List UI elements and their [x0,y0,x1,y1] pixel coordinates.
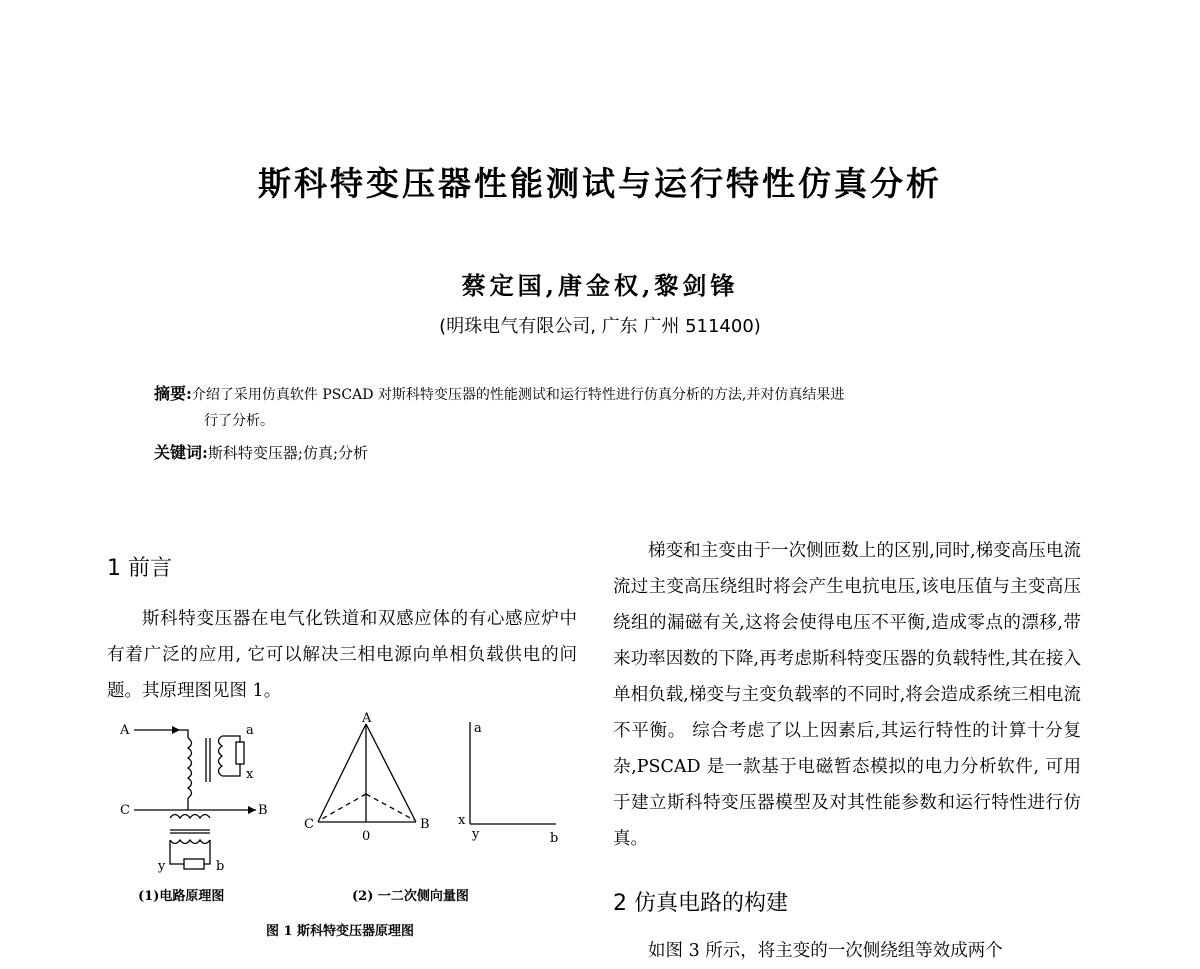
keywords-text: 斯科特变压器;仿真;分析 [207,444,369,462]
figure-panel-2-caption: (2) 一二次侧向量图 [352,889,469,904]
label-a-circuit: a [246,723,254,738]
label-B-phasor: B [420,817,430,832]
secondary-axes [470,722,556,824]
right-column-paragraph: 梯变和主变由于一次侧匝数上的区别,同时,梯变高压电流流过主变高压绕组时将会产生电抗电压,该电压值与主变高压绕组的漏磁有关,这将会使得电压不平衡,造成零点的漂移,带来功率因数的下降,再考虑斯科特变压器的负载特性,其在接入单相负载,梯变与主变负载率的不同时,将会造成系统三相电流不平衡。 综合考虑了以上因素后,其运行特性的计算十分复杂,PSCAD 是一款基于电磁暂态模拟的电力分析软件, 可用于建立斯科特变压器模型及对其性能参数和运行特性进行仿真。 [613,541,1081,849]
section-2-paragraph: 如图 3 所示，将主变的一次侧绕组等效成两个 [648,941,1003,961]
label-0-phasor: 0 [362,829,371,844]
abstract-line2: 行了分析。 [204,413,274,429]
label-b-circuit: b [216,859,225,874]
authors: 蔡定国,唐金权,黎剑锋 [461,271,739,300]
abstract-label: 摘要: [154,384,192,403]
figure-panel-1-caption: (1)电路原理图 [138,889,225,904]
label-A-circuit: A [120,723,130,738]
keywords [154,440,368,463]
label-a-axis: a [474,721,482,736]
figure-1-caption: 图 1 斯科特变压器原理图 [265,924,415,939]
section-2-heading: 2 仿真电路的构建 [613,891,788,916]
label-B-circuit: B [258,803,268,818]
label-C-phasor: C [304,817,314,832]
section-1-heading: 1 前言 [107,556,172,581]
circuit-diagram [134,730,256,869]
label-A-phasor: A [362,712,372,726]
abstract-line1: 介绍了采用仿真软件 PSCAD 对斯科特变压器的性能测试和运行特性进行仿真分析的方法,并对仿真结果进 [191,387,845,403]
label-y-circuit: y [158,859,166,874]
label-b-axis: b [550,831,559,846]
label-x-axis: x [458,813,466,828]
keywords-label: 关键词: [154,443,208,462]
paper-title: 斯科特变压器性能测试与运行特性仿真分析 [258,164,942,203]
figure-1-diagram [110,712,560,882]
label-y-axis: y [472,827,480,842]
section-1-paragraph: 斯科特变压器在电气化铁道和双感应体的有心感应炉中有着广泛的应用, 它可以解决三相电源向单相负载供电的问题。其原理图见图 1。 [107,609,577,701]
abstract [154,381,1054,434]
label-C-circuit: C [120,803,130,818]
phasor-diagram [318,724,416,822]
affiliation: (明珠电气有限公司, 广东 广州 511400) [439,316,761,337]
label-x-circuit: x [246,767,254,782]
